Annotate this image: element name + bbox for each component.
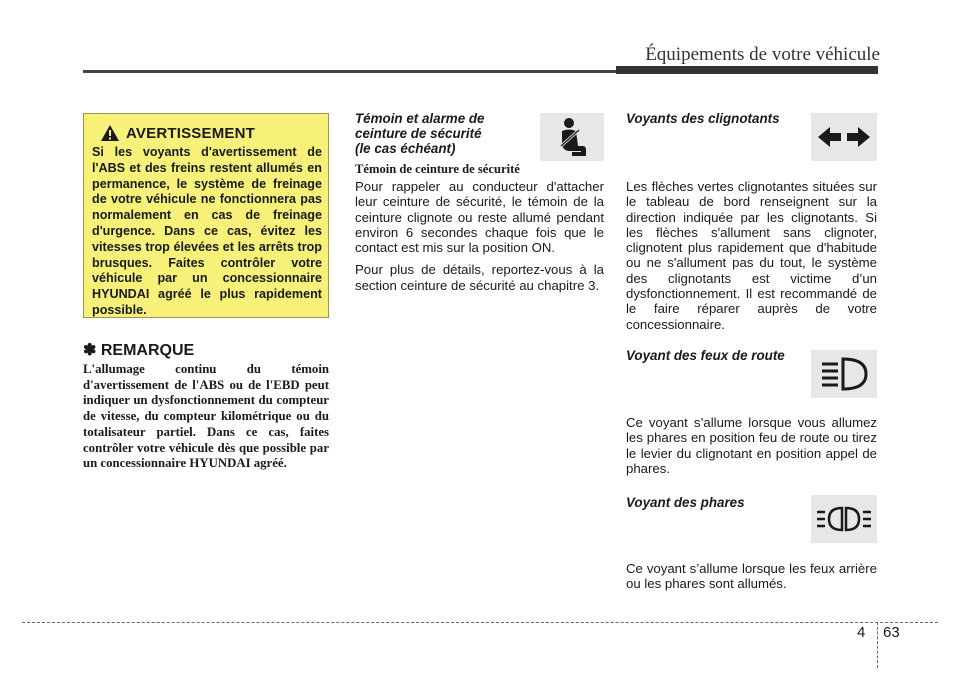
- headlamp-text: Ce voyant s’allume lorsque les feux arrière ou les phares sont allumés.: [626, 561, 877, 592]
- headlamp-icon: [815, 504, 873, 534]
- high-beam-icon: [816, 354, 872, 394]
- warning-text: Si les voyants d'avertissement de l'ABS et des freins restent allumés en permanence, le système de freinage de votre véhicule ne fonctionnera pas normalement en cas de freinage d'urgence. Dans ce cas, évitez les vitesses trop élevées et les arrêts trop brusques. Faites contrôler votre véhicule par un concessionnaire HYUNDAI agréé le plus rapidement possible.: [92, 145, 322, 317]
- seatbelt-title-line-3: (le cas échéant): [355, 141, 456, 156]
- seatbelt-title-line-1: Témoin et alarme de: [355, 111, 485, 126]
- headlamp-title: Voyant des phares: [626, 495, 745, 510]
- warning-triangle-icon: [100, 124, 120, 142]
- seatbelt-body: [355, 179, 604, 300]
- chapter-number: 4: [857, 624, 866, 641]
- turn-signal-title: Voyants des clignotants: [626, 111, 780, 126]
- warning-title: AVERTISSEMENT: [126, 124, 256, 142]
- seatbelt-section-title: [355, 111, 485, 156]
- remarque-title: ✽ REMARQUE: [83, 342, 195, 359]
- seatbelt-subtitle: Témoin de ceinture de sécurité: [355, 162, 520, 176]
- turn-signal-arrows-icon: [816, 125, 872, 149]
- high-beam-icon-box: [811, 350, 877, 398]
- footer-divider: [877, 622, 878, 668]
- footer-rule: [22, 622, 938, 623]
- remarque-text: L'allumage continu du témoin d'avertissement de l'ABS ou de l'EBD peut indiquer un dysfonctionnement du compteur de vitesse, du compteur kilométrique ou du totalisateur partiel. Dans ce cas, faites contrôler votre véhicule dès que possible par un concessionnaire HYUNDAI agréé.: [83, 362, 329, 471]
- turn-signal-text: Les flèches vertes clignotantes situées sur le tableau de bord renseignent sur la direction indiquée par les clignotants. Si les flèches s'allument sans clignoter, clignotent plus rapidement que d'habitude ou ne s'allument pas du tout, le système des clignotants est victime d’un dysfonctionnement. Il est recommandé de le faire réparer auprès de votre concessionnaire.: [626, 179, 877, 332]
- header-rule-thick: [616, 66, 878, 74]
- high-beam-text: Ce voyant s’allume lorsque vous allumez les phares en position feu de route ou tirez le levier du clignotant en position appel de phares.: [626, 415, 877, 476]
- header-rule: [83, 70, 616, 73]
- warning-box: [83, 113, 329, 318]
- seatbelt-title-line-2: ceinture de sécurité: [355, 126, 482, 141]
- headlamp-icon-box: [811, 495, 877, 543]
- seatbelt-icon: [550, 116, 594, 158]
- page-number: 63: [883, 624, 900, 641]
- seatbelt-paragraph-1: Pour rappeler au conducteur d'attacher leur ceinture de sécurité, le témoin de la ceinture clignote ou reste allumé pendant environ 6 secondes chaque fois que le contact est mis sur la position ON.: [355, 179, 604, 256]
- turn-signal-icon-box: [811, 113, 877, 161]
- high-beam-title: Voyant des feux de route: [626, 348, 785, 363]
- seatbelt-paragraph-2: Pour plus de détails, reportez-vous à la section ceinture de sécurité au chapitre 3.: [355, 262, 604, 293]
- seatbelt-icon-box: [540, 113, 604, 161]
- page-header-title: Équipements de votre véhicule: [645, 44, 880, 65]
